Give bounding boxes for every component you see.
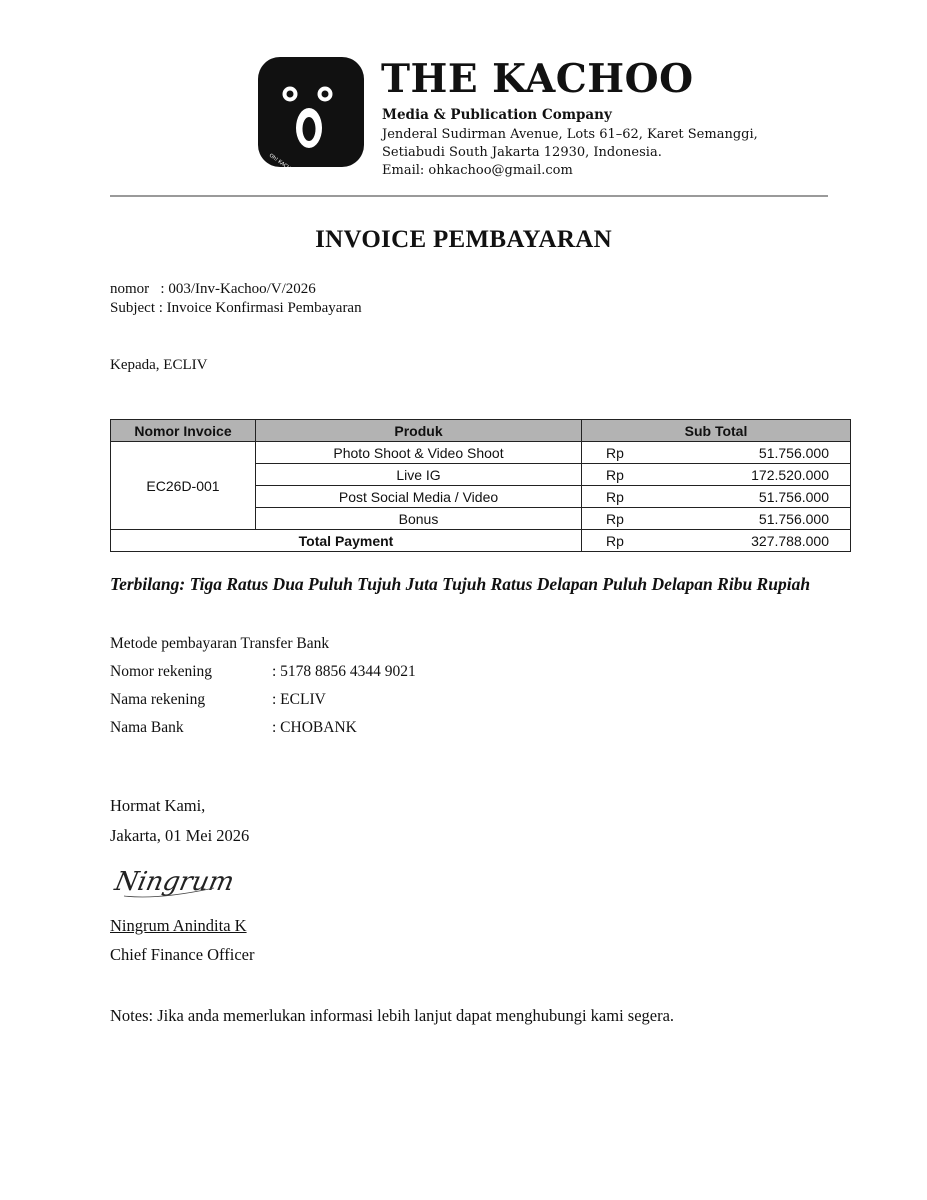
- currency-label: Rp: [606, 510, 624, 527]
- currency-label: Rp: [606, 466, 624, 483]
- amount-value: 51.756.000: [758, 510, 829, 527]
- place-date: Jakarta, 01 Mei 2026: [110, 826, 250, 845]
- total-cell: [582, 530, 851, 552]
- account-name-label: Nama rekening: [110, 691, 206, 708]
- signer-name: Ningrum Anindita K: [110, 916, 247, 935]
- subtotal-cell: [582, 464, 851, 486]
- amount-in-words: Terbilang: Tiga Ratus Dua Puluh Tujuh Juta Tujuh Ratus Delapan Puluh Delapan Ribu Rupiah: [110, 574, 811, 594]
- column-header: Produk: [256, 420, 582, 442]
- document-title: INVOICE PEMBAYARAN: [315, 226, 612, 253]
- product-cell: Photo Shoot & Video Shoot: [256, 442, 582, 464]
- product-cell: Post Social Media / Video: [256, 486, 582, 508]
- total-amount: 327.788.000: [751, 532, 829, 549]
- column-header: Nomor Invoice: [111, 420, 256, 442]
- company-email: Email: ohkachoo@gmail.com: [382, 163, 573, 178]
- company-name: THE KACHOO: [381, 56, 694, 102]
- account-name-value: : ECLIV: [272, 691, 326, 708]
- recipient-line: Kepada, ECLIV: [110, 357, 208, 373]
- total-label: Total Payment: [111, 530, 582, 552]
- product-cell: Live IG: [256, 464, 582, 486]
- amount-value: 172.520.000: [751, 466, 829, 483]
- closing-greeting: Hormat Kami,: [110, 796, 206, 815]
- table-header-row: [111, 420, 851, 442]
- company-logo: [257, 56, 365, 177]
- currency-label: Rp: [606, 532, 624, 549]
- subject-line: Subject : Invoice Konfirmasi Pembayaran: [110, 300, 362, 316]
- account-number-value: : 5178 8856 4344 9021: [272, 663, 416, 680]
- total-row: [111, 530, 851, 552]
- company-tagline: Media & Publication Company: [382, 107, 612, 123]
- invoice-table: [110, 419, 851, 552]
- address-line-1: Jenderal Sudirman Avenue, Lots 61–62, Karet Semanggi,: [382, 127, 758, 142]
- subtotal-cell: [582, 508, 851, 530]
- signature: [112, 860, 237, 902]
- invoice-number-line: nomor : 003/Inv-Kachoo/V/2026: [110, 281, 316, 297]
- table-row: [111, 442, 851, 464]
- bank-name-label: Nama Bank: [110, 719, 184, 736]
- payment-method: Metode pembayaran Transfer Bank: [110, 635, 330, 652]
- subtotal-cell: [582, 486, 851, 508]
- column-header: Sub Total: [582, 420, 851, 442]
- subtotal-cell: [582, 442, 851, 464]
- notes: Notes: Jika anda memerlukan informasi lebih lanjut dapat menghubungi kami segera.: [110, 1006, 675, 1025]
- amount-value: 51.756.000: [758, 488, 829, 505]
- account-number-label: Nomor rekening: [110, 663, 213, 680]
- currency-label: Rp: [606, 488, 624, 505]
- header-divider: [110, 195, 828, 197]
- invoice-number-cell: EC26D-001: [111, 442, 256, 530]
- currency-label: Rp: [606, 444, 624, 461]
- address-line-2: Setiabudi South Jakarta 12930, Indonesia.: [382, 145, 662, 160]
- product-cell: Bonus: [256, 508, 582, 530]
- signature-text: Ningrum: [112, 867, 237, 897]
- amount-value: 51.756.000: [758, 444, 829, 461]
- signer-role: Chief Finance Officer: [110, 945, 255, 964]
- bank-name-value: : CHOBANK: [272, 719, 357, 736]
- logo-caption: Oh! KACHOO: [267, 152, 298, 177]
- company-address: [382, 126, 758, 162]
